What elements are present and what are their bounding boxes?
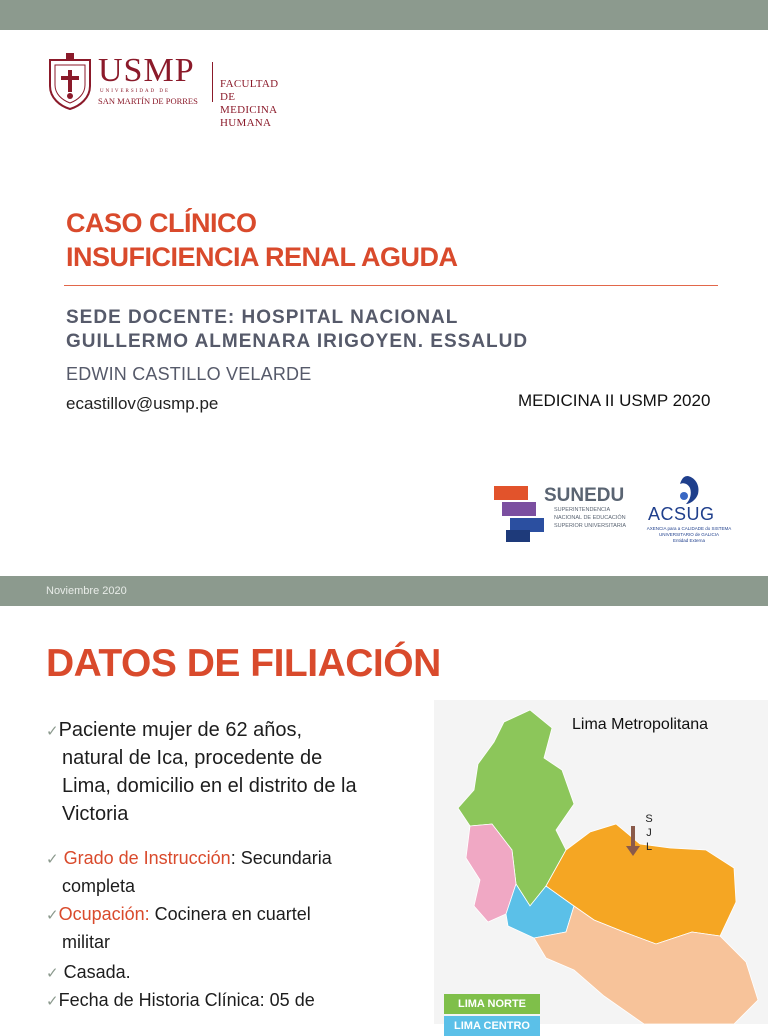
legend-lima-centro: LIMA CENTRO [444, 1016, 540, 1036]
acsug-emblem-icon [644, 474, 734, 506]
bullet-patient [46, 718, 302, 742]
sunedu-wordmark: SUNEDU [544, 485, 625, 506]
course-label: MEDICINA II USMP 2020 [518, 391, 711, 410]
acsug-sub2: UNIVERSITARIO de GALICIA [659, 532, 719, 537]
sunedu-sub2: NACIONAL DE EDUCACIÓN [554, 515, 626, 521]
bullet-patient-line3: Lima, domicilio en el distrito de la [62, 775, 357, 797]
usmp-university-name: SAN MARTÍN DE PORRES [98, 96, 198, 106]
usmp-logo [46, 52, 279, 129]
bullet-patient-line2: natural de Ica, procedente de [62, 747, 323, 769]
usmp-shield-icon [46, 52, 94, 110]
sunedu-subtitle [554, 506, 644, 530]
bullet-marital [46, 962, 131, 983]
sede-line2: GUILLERMO ALMENARA IRIGOYEN. ESSALUD [66, 331, 529, 352]
map-title: Lima Metropolitana [572, 716, 709, 733]
check-icon: ✓ [46, 965, 59, 982]
faculty-line2: MEDICINA HUMANA [220, 104, 277, 129]
sunedu-blocks-icon [492, 482, 552, 546]
education-value: : Secundaria [230, 848, 332, 868]
author-email: ecastillov@usmp.pe [66, 394, 219, 413]
sjl-j: J [646, 827, 652, 839]
logo-divider [212, 62, 213, 102]
lima-districts-map [434, 700, 768, 1024]
check-icon: ✓ [46, 723, 59, 740]
bullet-education [46, 848, 332, 869]
top-band [0, 0, 768, 30]
acsug-subtitle [644, 526, 734, 544]
footer-band [0, 576, 768, 606]
acsug-sub1: AXENCIA para a CALIDADE do SISTEMA [646, 526, 732, 531]
sede-docente [66, 306, 528, 354]
legend-lima-norte: LIMA NORTE [444, 994, 540, 1014]
slide-heading: DATOS DE FILIACIÓN [46, 642, 441, 685]
education-label: Grado de Instrucción [63, 848, 231, 868]
sunedu-sub1: SUPERINTENDENCIA [554, 507, 611, 513]
filiation-slide [0, 606, 768, 1032]
lima-map [434, 700, 768, 1032]
sjl-l: L [645, 841, 653, 853]
occupation-value: Cocinera en cuartel [149, 904, 311, 924]
usmp-sub-letters: UNIVERSIDAD DE [100, 89, 171, 94]
sunedu-logo [492, 482, 627, 551]
acsug-sub3: Entidad Externa [672, 538, 706, 543]
occupation-label: Ocupación: [58, 904, 150, 924]
bullet-date [46, 990, 315, 1011]
sede-line1: SEDE DOCENTE: HOSPITAL NACIONAL [66, 307, 459, 328]
usmp-wordmark: USMP [98, 52, 195, 89]
check-icon: ✓ [46, 907, 59, 924]
history-date: Fecha de Historia Clínica: 05 de [58, 990, 315, 1010]
faculty-name [220, 78, 278, 130]
title-line2: INSUFICIENCIA RENAL AGUDA [66, 242, 458, 272]
bullet-patient-line1: Paciente mujer de 62 años, [58, 719, 303, 741]
education-cont: completa [62, 876, 136, 896]
title-slide [0, 30, 768, 576]
footer-date: Noviembre 2020 [46, 585, 127, 597]
sunedu-sub3: SUPERIOR UNIVERSITARIA [554, 523, 627, 529]
check-icon: ✓ [46, 993, 59, 1010]
sjl-label [644, 812, 654, 854]
author-name: EDWIN CASTILLO VELARDE [66, 364, 312, 384]
occupation-cont: militar [62, 932, 110, 952]
acsug-wordmark: ACSUG [648, 504, 715, 524]
slide-title [66, 206, 458, 274]
title-rule [64, 285, 718, 286]
title-line1: CASO CLÍNICO [66, 208, 257, 238]
check-icon: ✓ [46, 851, 59, 868]
bullet-occupation [46, 904, 311, 925]
bullet-patient-line4: Victoria [62, 803, 129, 825]
faculty-line1: FACULTAD DE [220, 78, 279, 103]
sjl-s: S [645, 813, 653, 825]
marital-value: Casada. [63, 962, 131, 982]
